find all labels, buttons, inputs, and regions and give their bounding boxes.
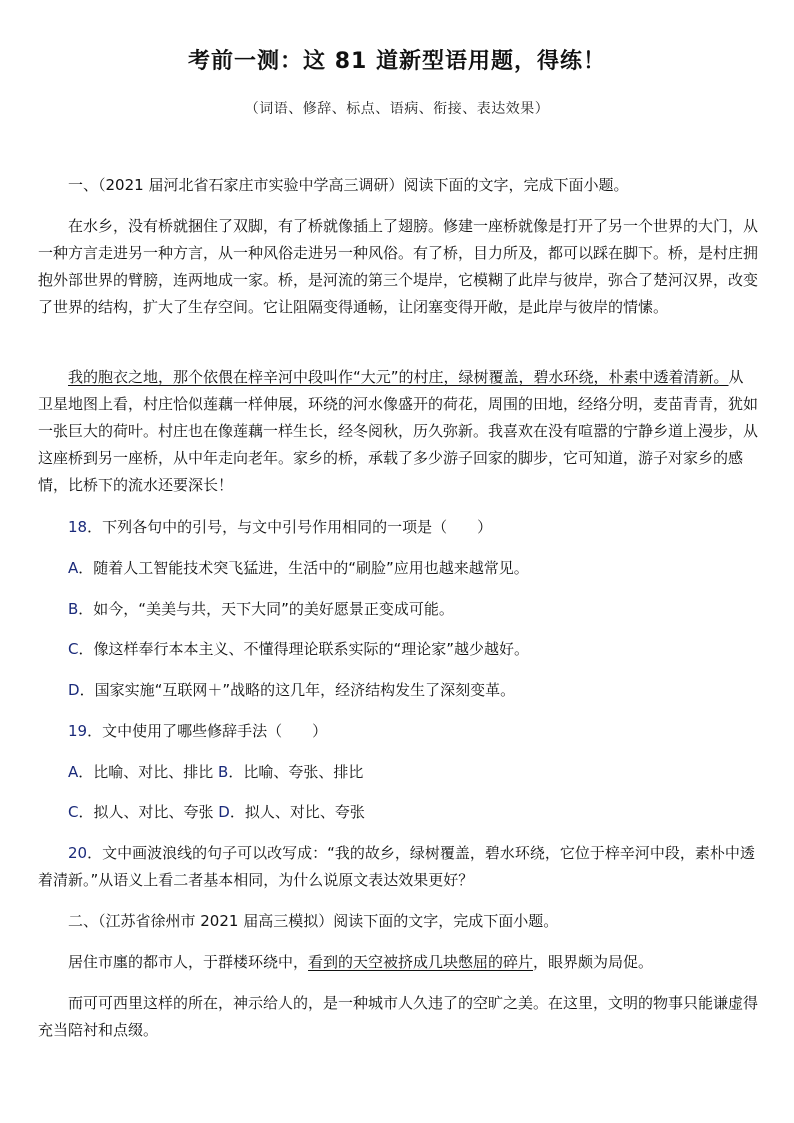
- option-text: ．拟人、对比、夸张: [229, 803, 365, 821]
- question-18-option-b: [38, 596, 758, 623]
- text-segment: 居住市廛的都市人，于群楼环绕中，: [68, 953, 309, 971]
- option-text: ．如今，“美美与共，天下大同”的美好愿景正变成可能。: [78, 600, 454, 618]
- question-19-options-row-1: [38, 759, 758, 786]
- section2-paragraph-1-block: [38, 949, 758, 976]
- passage-paragraph-2-block: [38, 364, 758, 499]
- question-20: [38, 840, 758, 894]
- option-letter: C: [68, 803, 79, 821]
- text-segment: ，眼界颇为局促。: [533, 953, 654, 971]
- option-letter: D: [68, 681, 80, 699]
- wavy-underlined-sentence: 我的胞衣之地，那个依偎在梓辛河中段叫作“大元”的村庄，绿树覆盖，碧水环绕，朴素中透着清新。: [68, 368, 729, 386]
- question-18-stem: [38, 514, 758, 541]
- option-letter: B: [68, 600, 79, 618]
- option-text: ．随着人工智能技术突飞猛进，生活中的“刷脸”应用也越来越常见。: [78, 559, 529, 577]
- question-stem-text: ．下列各句中的引号，与文中引号作用相同的一项是（ ）: [87, 518, 493, 536]
- option-letter: B: [218, 763, 229, 781]
- option-letter: A: [68, 763, 79, 781]
- question-stem-text: ．文中使用了哪些修辞手法（ ）: [87, 722, 328, 740]
- option-text: ．国家实施“互联网＋”战略的这几年，经济结构发生了深刻变革。: [79, 681, 516, 699]
- question-19: [38, 718, 758, 745]
- question-number: 18: [68, 518, 88, 536]
- passage-paragraph-2: [38, 364, 758, 499]
- option-letter: D: [218, 803, 230, 821]
- question-19-options-row-2: [38, 799, 758, 826]
- passage-paragraph-1-block: [38, 213, 758, 321]
- section2-paragraph-2-block: [38, 990, 758, 1044]
- section1-heading: 一、（2021 届河北省石家庄市实验中学高三调研）阅读下面的文字，完成下面小题。: [68, 176, 629, 194]
- passage-paragraph-1: 在水乡，没有桥就捆住了双脚，有了桥就像插上了翅膀。修建一座桥就像是打开了另一个世界的大门，从一种方言走进另一种方言，从一种风俗走进另一种风俗。有了桥，目力所及，都可以踩在脚下。桥，是村庄拥抱外部世界的臂膀，连两地成一家。桥，是河流的第三个堤岸，它模糊了此岸与彼岸，弥合了楚河汉界，改变了世界的结构，扩大了生存空间。它让阻隔变得通畅，让闭塞变得开敞，是此岸与彼岸的情愫。: [38, 217, 759, 316]
- passage-paragraph-2-rest: 从卫星地图上看，村庄恰似莲藕一样伸展，环绕的河水像盛开的荷花，周围的田地，经络分明，麦苗青青，犹如一张巨大的荷叶。村庄也在像莲藕一样生长，经冬阅秋，历久弥新。我喜欢在没有喧嚣的宁静乡道上漫步，从这座桥到另一座桥，从中年走向老年。家乡的桥，承载了多少游子回家的脚步，它可知道，游子对家乡的感情，比桥下的流水还要深长！: [38, 368, 759, 494]
- question-18-option-a: [38, 555, 758, 582]
- section2-heading-block: [38, 908, 758, 935]
- section2-paragraph-1: [38, 949, 758, 976]
- option-text: ．拟人、对比、夸张: [78, 803, 219, 821]
- question-number: 19: [68, 722, 88, 740]
- question-19-stem: [38, 718, 758, 745]
- question-number: 20: [68, 844, 88, 862]
- option-text: ．像这样奉行本本主义、不懂得理论联系实际的“理论家”越少越好。: [78, 640, 530, 658]
- section2-heading: 二、（江苏省徐州市 2021 届高三模拟）阅读下面的文字，完成下面小题。: [68, 912, 559, 930]
- question-18: [38, 514, 758, 541]
- section1-heading-block: [38, 172, 758, 199]
- option-letter: A: [68, 559, 79, 577]
- option-letter: C: [68, 640, 79, 658]
- option-text: ．比喻、夸张、排比: [228, 763, 364, 781]
- question-18-option-d: [38, 677, 758, 704]
- question-stem-text: ．文中画波浪线的句子可以改写成：“我的故乡，绿树覆盖，碧水环绕，它位于梓辛河中段，素朴中透着清新。”从语义上看二者基本相同，为什么说原文表达效果更好？: [38, 844, 755, 889]
- section2-paragraph-2: 而可可西里这样的所在，神示给人的，是一种城市人久违了的空旷之美。在这里，文明的物事只能谦虚得充当陪衬和点缀。: [38, 994, 759, 1039]
- option-text: ．比喻、对比、排比: [78, 763, 219, 781]
- page-title: 考前一测：这 81 道新型语用题，得练！: [188, 49, 606, 74]
- page-subtitle: （词语、修辞、标点、语病、衔接、表达效果）: [244, 101, 550, 117]
- question-18-option-c: [38, 636, 758, 663]
- underlined-phrase: 看到的天空被挤成几块憋屈的碎片: [308, 953, 534, 971]
